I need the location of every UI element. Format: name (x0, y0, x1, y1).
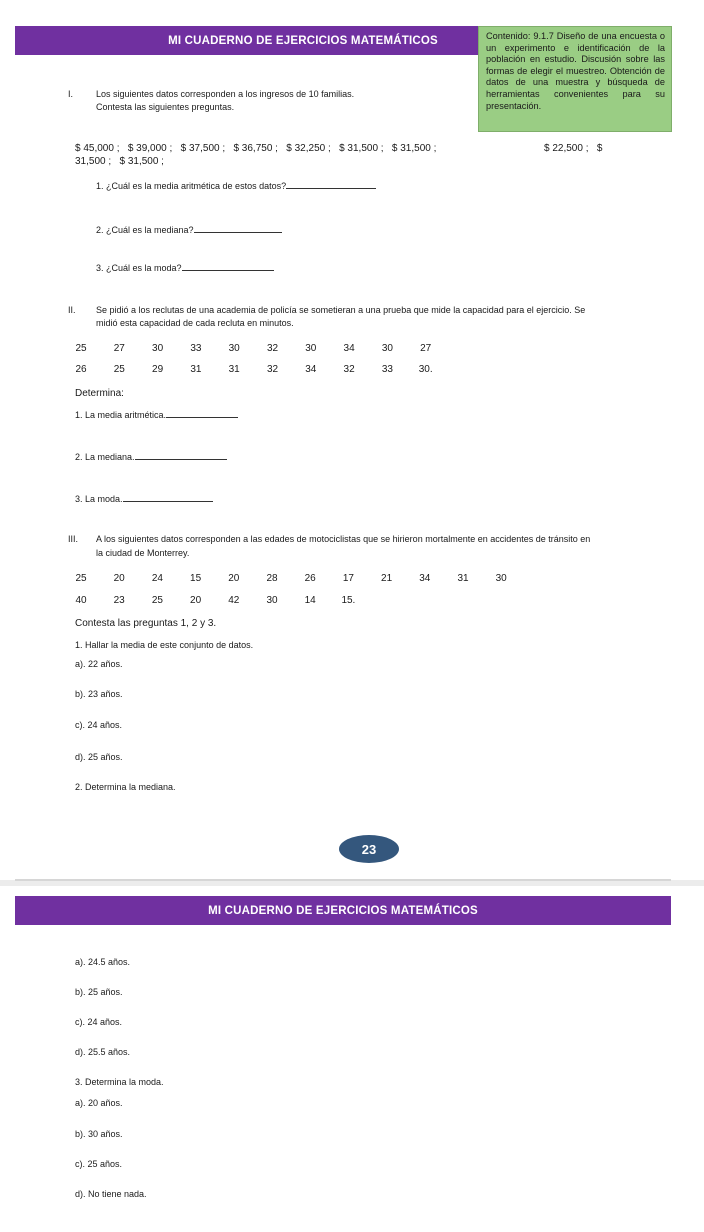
section2-data-row2-value: 25 (113, 364, 125, 375)
section1-intro: Los siguientes datos corresponden a los ingresos de 10 familias. (96, 89, 355, 99)
section3-question-1: 1. Hallar la media de este conjunto de datos. (75, 640, 254, 650)
q2-option-b: b). 25 años. (75, 987, 123, 997)
q1-option-a: a). 22 años. (75, 659, 123, 669)
section2-data-row2-value: 31 (190, 364, 202, 375)
section1-question-1: 1. ¿Cuál es la media aritmética de estos datos? (96, 180, 376, 191)
section3-data-row2-value: 42 (228, 595, 240, 606)
section3-data-row1-value: 21 (381, 573, 393, 584)
section1-question-3: 3. ¿Cuál es la moda? (96, 262, 274, 273)
section2-question-1: 1. La media aritmética. (75, 409, 238, 420)
section2-data-row2-value: 32 (343, 364, 355, 375)
section3-data-row2-row (0, 595, 704, 609)
section3-data-row1-value: 34 (419, 573, 431, 584)
section3-data-row1-row (0, 573, 704, 587)
section3-data-row2-value: 15. (341, 595, 356, 606)
section3-intro-line2: la ciudad de Monterrey. (96, 548, 190, 558)
section2-data-row1-value: 30 (152, 343, 164, 354)
section3-data-row2-value: 30 (266, 595, 278, 606)
section3-data-row1-value: 30 (495, 573, 507, 584)
section2-data-row1-value: 27 (420, 343, 432, 354)
section2-data-row2-value: 26 (75, 364, 87, 375)
section3-data-row1-value: 25 (75, 573, 87, 584)
section2-data-row1-row (0, 343, 704, 357)
q3-option-c: c). 25 años. (75, 1159, 123, 1169)
q2-option-a: a). 24.5 años. (75, 957, 131, 967)
section2-data-row1-value: 33 (190, 343, 202, 354)
section2-intro-line2: midió esta capacidad de cada recluta en minutos. (96, 318, 294, 328)
header-banner-page2 (15, 896, 671, 925)
q3-option-d: d). No tiene nada. (75, 1189, 147, 1199)
q2-option-c: c). 24 años. (75, 1017, 123, 1027)
page-divider (15, 879, 671, 881)
section2-data-row1-value: 34 (343, 343, 355, 354)
section3-instruction: Contesta las preguntas 1, 2 y 3. (75, 618, 217, 629)
section2-numeral: II. (68, 305, 76, 315)
section3-data-row2-value: 20 (190, 595, 202, 606)
section3-data-row2-value: 40 (75, 595, 87, 606)
section2-data-row2-value: 33 (381, 364, 393, 375)
section1-data-line1: $ 45,000 ; $ 39,000 ; $ 37,500 ; $ 36,750 ; $ 32,250 ; $ 31,500 ; $ 31,500 ; (75, 143, 437, 154)
answer-blank[interactable] (194, 224, 282, 233)
section2-data-row1-value: 30 (381, 343, 393, 354)
q1-option-c: c). 24 años. (75, 720, 123, 730)
section2-determine: Determina: (75, 388, 124, 399)
section3-data-row1-value: 31 (457, 573, 469, 584)
section2-data-row2-value: 29 (152, 364, 164, 375)
section3-data-row1-value: 17 (342, 573, 354, 584)
section3-data-row1-value: 24 (151, 573, 163, 584)
section2-data-row1-value: 30 (228, 343, 240, 354)
answer-blank[interactable] (123, 493, 213, 502)
answer-blank[interactable] (166, 409, 238, 418)
header-title-page2: MI CUADERNO DE EJERCICIOS MATEMÁTICOS (208, 904, 478, 917)
section2-data-row1-value: 25 (75, 343, 87, 354)
section1-question-2: 2. ¿Cuál es la mediana? (96, 224, 282, 235)
section2-data-row1-value: 27 (113, 343, 125, 354)
content-box: Contenido: 9.1.7 Diseño de una encuesta o un experimento e identificación de la población en estudio. Discusión sobre las formas de elegir el muestreo. Obtención de datos de una muestra y búsqueda de herramientas convenientes para su presentación. (478, 26, 672, 132)
section3-data-row1-value: 28 (266, 573, 278, 584)
section1-data-line1b: $ 22,500 ; $ (544, 143, 603, 154)
section3-data-row1-value: 20 (113, 573, 125, 584)
section3-data-row1-value: 26 (304, 573, 316, 584)
section3-question-3: 3. Determina la moda. (75, 1077, 164, 1087)
q2-option-d: d). 25.5 años. (75, 1047, 131, 1057)
section2-data-row2-value: 30. (418, 364, 433, 375)
section1-data-line2: 31,500 ; $ 31,500 ; (75, 156, 164, 167)
section3-numeral: III. (68, 534, 79, 544)
section3-data-row2-value: 14 (304, 595, 316, 606)
section2-question-3: 3. La moda. (75, 493, 213, 504)
section2-data-row2-value: 31 (228, 364, 240, 375)
section2-data-row2-value: 34 (305, 364, 317, 375)
section3-intro-line1: A los siguientes datos corresponden a las edades de motociclistas que se hirieron mortalmente en accidentes de tránsito en (96, 534, 591, 544)
section3-data-row1-value: 20 (228, 573, 240, 584)
section3-question-2: 2. Determina la mediana. (75, 782, 176, 792)
section2-data-row1-value: 32 (266, 343, 279, 354)
answer-blank[interactable] (286, 180, 376, 189)
q3-option-a: a). 20 años. (75, 1098, 123, 1108)
q1-option-b: b). 23 años. (75, 689, 123, 699)
section1-instruction: Contesta las siguientes preguntas. (96, 102, 235, 112)
section2-data-row2-row (0, 364, 704, 378)
answer-blank[interactable] (135, 451, 227, 460)
header-title: MI CUADERNO DE EJERCICIOS MATEMÁTICOS (168, 34, 438, 47)
answer-blank[interactable] (182, 262, 274, 271)
section2-data-row1-value: 30 (305, 343, 317, 354)
page-24 (0, 886, 704, 1232)
section2-intro-line1: Se pidió a los reclutas de una academia de policía se sometieran a una prueba que mide la capacidad para el ejercicio. Se (96, 305, 586, 315)
section3-data-row1-value: 15 (190, 573, 202, 584)
section2-data-row2-value: 32 (266, 364, 279, 375)
q3-option-b: b). 30 años. (75, 1129, 123, 1139)
page-number: 23 (339, 835, 399, 863)
section1-numeral: I. (68, 89, 74, 99)
section2-question-2: 2. La mediana. (75, 451, 227, 462)
section3-data-row2-value: 25 (151, 595, 163, 606)
section3-data-row2-value: 23 (113, 595, 125, 606)
q1-option-d: d). 25 años. (75, 752, 123, 762)
